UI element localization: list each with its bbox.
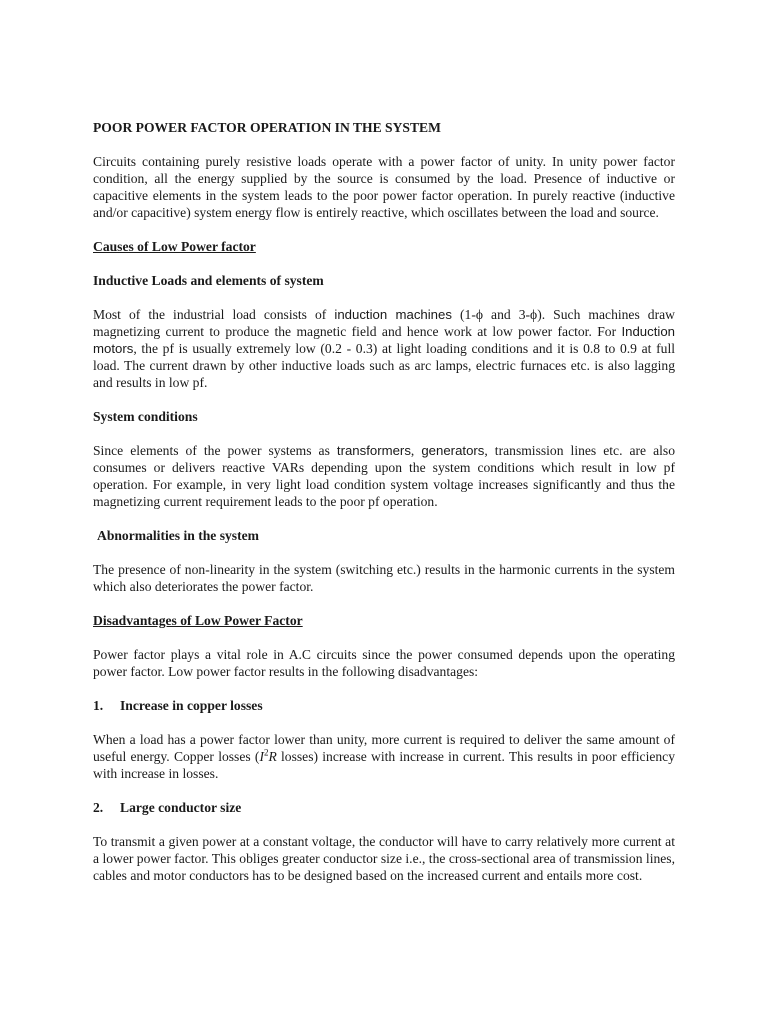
inductive-text-1: Most of the industrial load consists of — [93, 307, 335, 322]
item-1-number: 1. — [93, 698, 104, 713]
item-2-heading: Large conductor size — [120, 800, 242, 815]
system-conditions-paragraph — [93, 442, 675, 510]
causes-heading: Causes of Low Power factor — [93, 239, 256, 254]
formula-i: I — [259, 749, 264, 764]
system-text-1: Since elements of the power systems as — [93, 443, 337, 458]
system-text-2: , transmission lines etc. are also consumes or delivers reactive VARs depending upon the system conditions which result in low pf operation. For example, in very light load condition system voltage increases significantly and thus the magnetizing current requirement leads to the poor pf operation. — [93, 443, 675, 509]
copper-losses-heading — [93, 697, 675, 714]
inductive-loads-heading: Inductive Loads and elements of system — [93, 273, 324, 288]
document-title: POOR POWER FACTOR OPERATION IN THE SYSTEM — [93, 120, 441, 135]
system-sep: , — [410, 443, 422, 458]
copper-losses-paragraph — [93, 731, 675, 782]
induction-motors-link[interactable]: Induction motors — [93, 324, 675, 356]
item-2-number: 2. — [93, 800, 104, 815]
inductive-text-3: , the pf is usually extremely low (0.2 - 0.3) at light loading conditions and it is 0.8 to 0.9 at full load. The current drawn by other inductive loads such as arc lamps, electric furnaces etc. is also lagging and results in low pf. — [93, 341, 675, 390]
inductive-text-2: (1-ϕ and 3-ϕ). Such machines draw magnetizing current to produce the magnetic field and hence work at low power factor. For — [93, 307, 675, 339]
conductor-size-heading — [93, 799, 675, 816]
disadvantages-heading: Disadvantages of Low Power Factor — [93, 613, 303, 628]
document-page — [93, 119, 675, 884]
system-conditions-heading: System conditions — [93, 409, 198, 424]
item-1-text-2: losses) increase with increase in current. This results in poor efficiency with increase in losses. — [93, 749, 676, 781]
disadvantages-intro-paragraph: Power factor plays a vital role in A.C circuits since the power consumed depends upon the operating power factor. Low power factor results in the following disadvantages: — [93, 647, 675, 679]
item-1-heading: Increase in copper losses — [120, 698, 263, 713]
transformers-link[interactable]: transformers — [336, 443, 411, 458]
induction-machines-link[interactable]: induction machines — [334, 307, 452, 322]
conductor-size-paragraph: To transmit a given power at a constant voltage, the conductor will have to carry relatively more current at a lower power factor. This obliges greater conductor size i.e., the cross-sectional area of transmission lines, cables and motor conductors has to be designed based on the increased current and entails more cost. — [93, 834, 675, 883]
intro-paragraph: Circuits containing purely resistive loads operate with a power factor of unity. In unity power factor condition, all the energy supplied by the source is consumed by the load. Presence of inductive or capacitive elements in the system leads to the poor power factor operation. In purely reactive (inductive and/or capacitive) system energy flow is entirely reactive, which oscillates between the load and source. — [93, 154, 675, 220]
formula-r: R — [268, 749, 277, 764]
abnormalities-paragraph: The presence of non-linearity in the system (switching etc.) results in the harmonic currents in the system which also deteriorates the power factor. — [93, 562, 675, 594]
generators-link[interactable]: generators — [421, 443, 485, 458]
item-1-text-1: When a load has a power factor lower than unity, more current is required to deliver the same amount of useful energy. Copper losses ( — [93, 732, 675, 764]
abnormalities-heading: Abnormalities in the system — [97, 528, 259, 543]
inductive-loads-paragraph — [93, 306, 675, 391]
formula-sup: 2 — [263, 747, 269, 758]
